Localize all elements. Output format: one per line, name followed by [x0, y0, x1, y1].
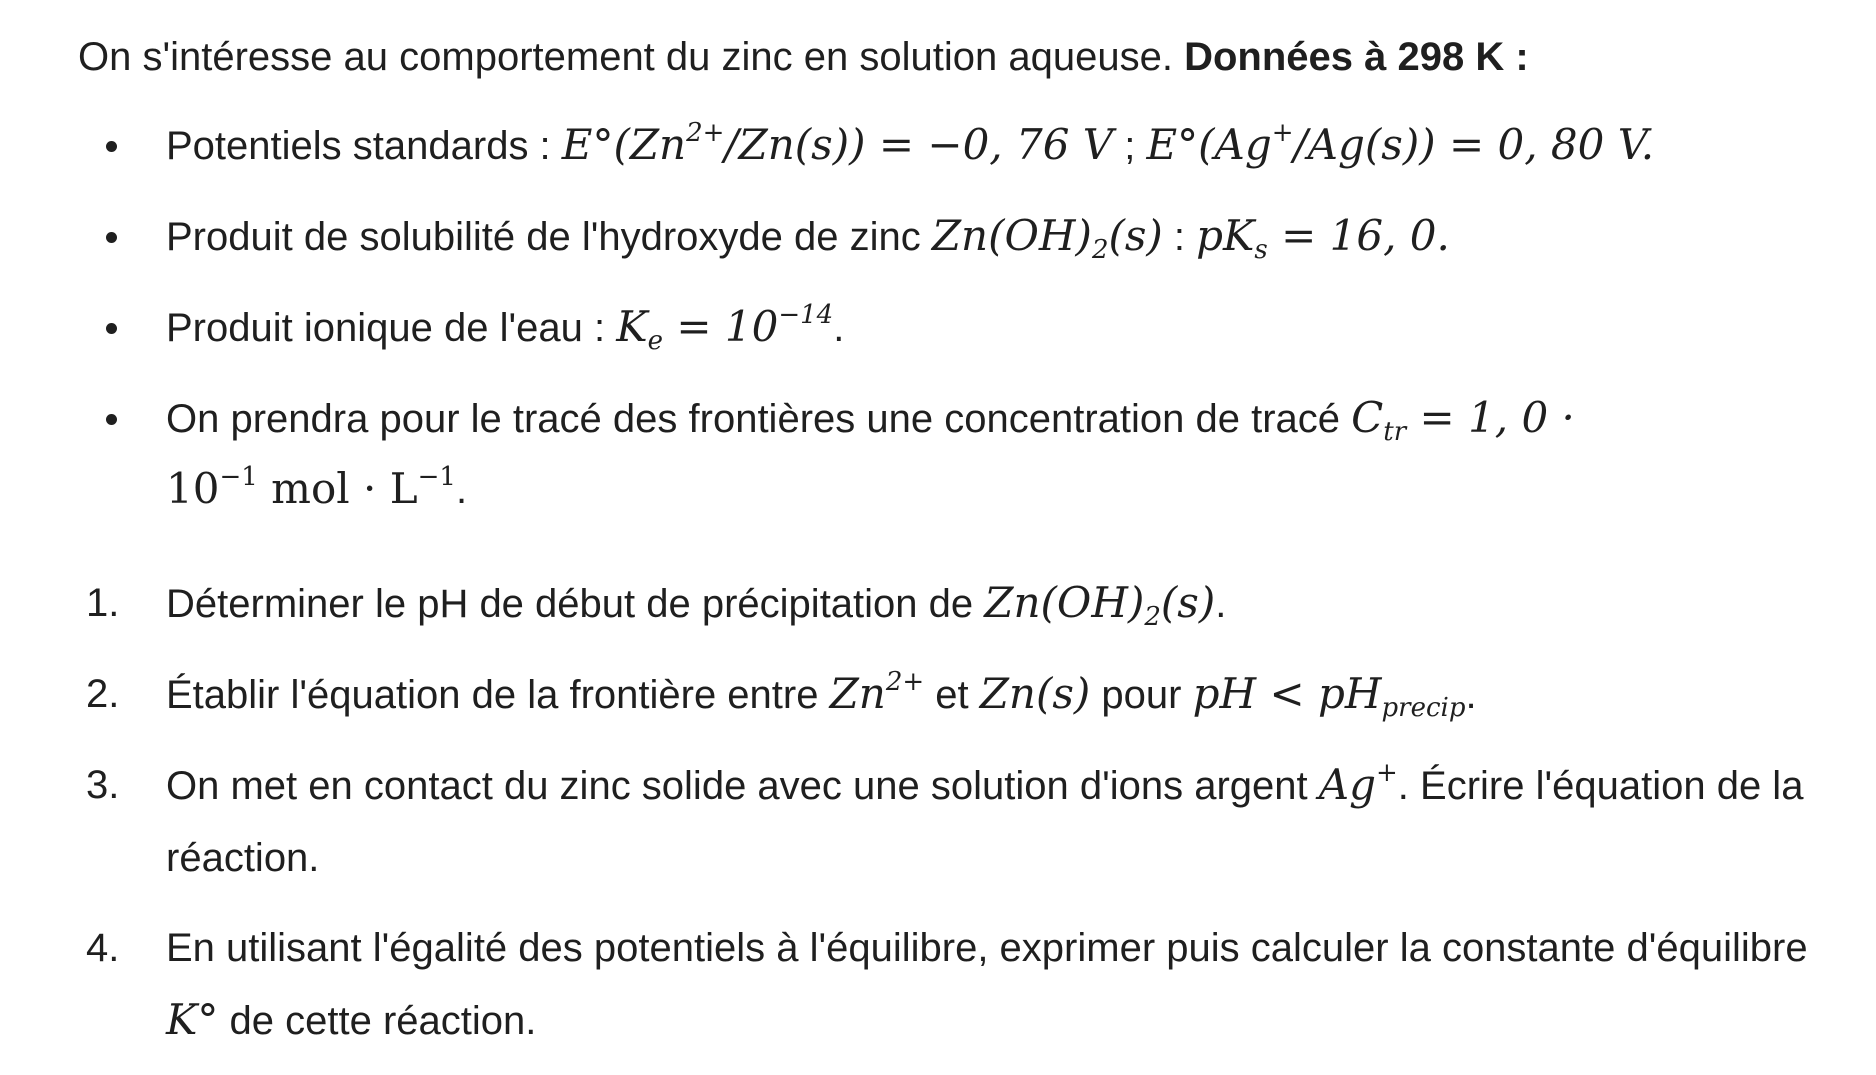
list-item: [78, 749, 1818, 894]
math-pks: $pK_s = 16$, 0.: [1196, 211, 1450, 265]
math-ag-ion: Ag+: [1318, 758, 1398, 809]
list-item: [78, 912, 1818, 1057]
question-text: On met en contact du zinc solide avec une solution d'ions argent: [166, 764, 1319, 808]
question-number: 4.: [86, 926, 120, 970]
bullet-label: Produit de solubilité de l'hydroxyde de zinc: [166, 215, 932, 259]
list-item: Produit ionique de l'eau : $K_e = 10^{-14}$.: [78, 292, 1818, 363]
list-item: 1. Déterminer le pH de début de précipitation de $Zn(OH)_2(s)$.: [78, 567, 1818, 640]
math-ph-condition: pH < $pH_{precip}$: [1192, 669, 1466, 723]
math-zn-potential: $E^\circ(Zn^{2+}/Zn(s)) = -0$, 76 V: [561, 118, 1114, 169]
question-number: 1.: [86, 581, 120, 625]
document: [78, 22, 1818, 1075]
data-list: [78, 110, 1818, 525]
math-zinc-hydroxide: $Zn(OH)_2(s)$: [931, 211, 1163, 265]
bullet-icon: [106, 141, 117, 152]
list-item: 2. Établir l'équation de la frontière entre $Zn^{2+}$ et Zn(s) pour pH < $pH_{precip}$.: [78, 658, 1818, 731]
question-text-end: de cette réaction.: [218, 999, 537, 1043]
bullet-icon: [106, 232, 117, 243]
bullet-icon: [106, 323, 117, 334]
math-zn-solid: Zn(s): [979, 669, 1091, 718]
question-text-end: . Écrire l'équation de la réaction.: [166, 764, 1804, 880]
list-item: [78, 201, 1818, 272]
math-concentration-unit: $10^{-1}$ mol · $L^{-1}$: [166, 462, 456, 513]
intro-paragraph: [78, 22, 1818, 92]
separator: ;: [1113, 124, 1147, 168]
question-text: En utilisant l'égalité des potentiels à l'équilibre, exprimer puis calculer la constante d'équilibre: [166, 926, 1808, 970]
math-ke: $K_e = 10^{-14}$: [616, 300, 834, 356]
bullet-label: Produit ionique de l'eau :: [166, 306, 617, 350]
list-item: [78, 110, 1818, 181]
question-text: Établir l'équation de la frontière entre: [166, 673, 830, 717]
math-ag-potential: E°(Ag+/Ag(s)) = 0, 80 V.: [1146, 118, 1655, 169]
question-text: Déterminer le pH de début de précipitation de: [166, 582, 985, 626]
bullet-label: On prendra pour le tracé des frontières une concentration de tracé: [166, 397, 1352, 441]
bullet-icon: [106, 414, 117, 425]
question-number: 3.: [86, 763, 120, 807]
math-k-standard: K°: [166, 995, 219, 1044]
intro-bold: Données à 298 K :: [1184, 35, 1529, 79]
math-zinc-hydroxide: $Zn(OH)_2(s)$: [984, 578, 1216, 632]
math-ctr: $C_{tr} = 1$, 0 ·: [1351, 393, 1575, 447]
bullet-label: Potentiels standards :: [166, 124, 562, 168]
question-number: 2.: [86, 672, 120, 716]
separator: :: [1162, 215, 1197, 259]
math-zn-ion: $Zn^{2+}$: [829, 667, 925, 718]
list-item: On prendra pour le tracé des frontières une concentration de tracé $C_{tr} = 1$, 0 · $10^{-1}$ mol · $L^{-1}$.: [78, 383, 1818, 525]
intro-text: On s'intéresse au comportement du zinc en solution aqueuse.: [78, 35, 1185, 79]
questions-list: [78, 567, 1818, 1057]
